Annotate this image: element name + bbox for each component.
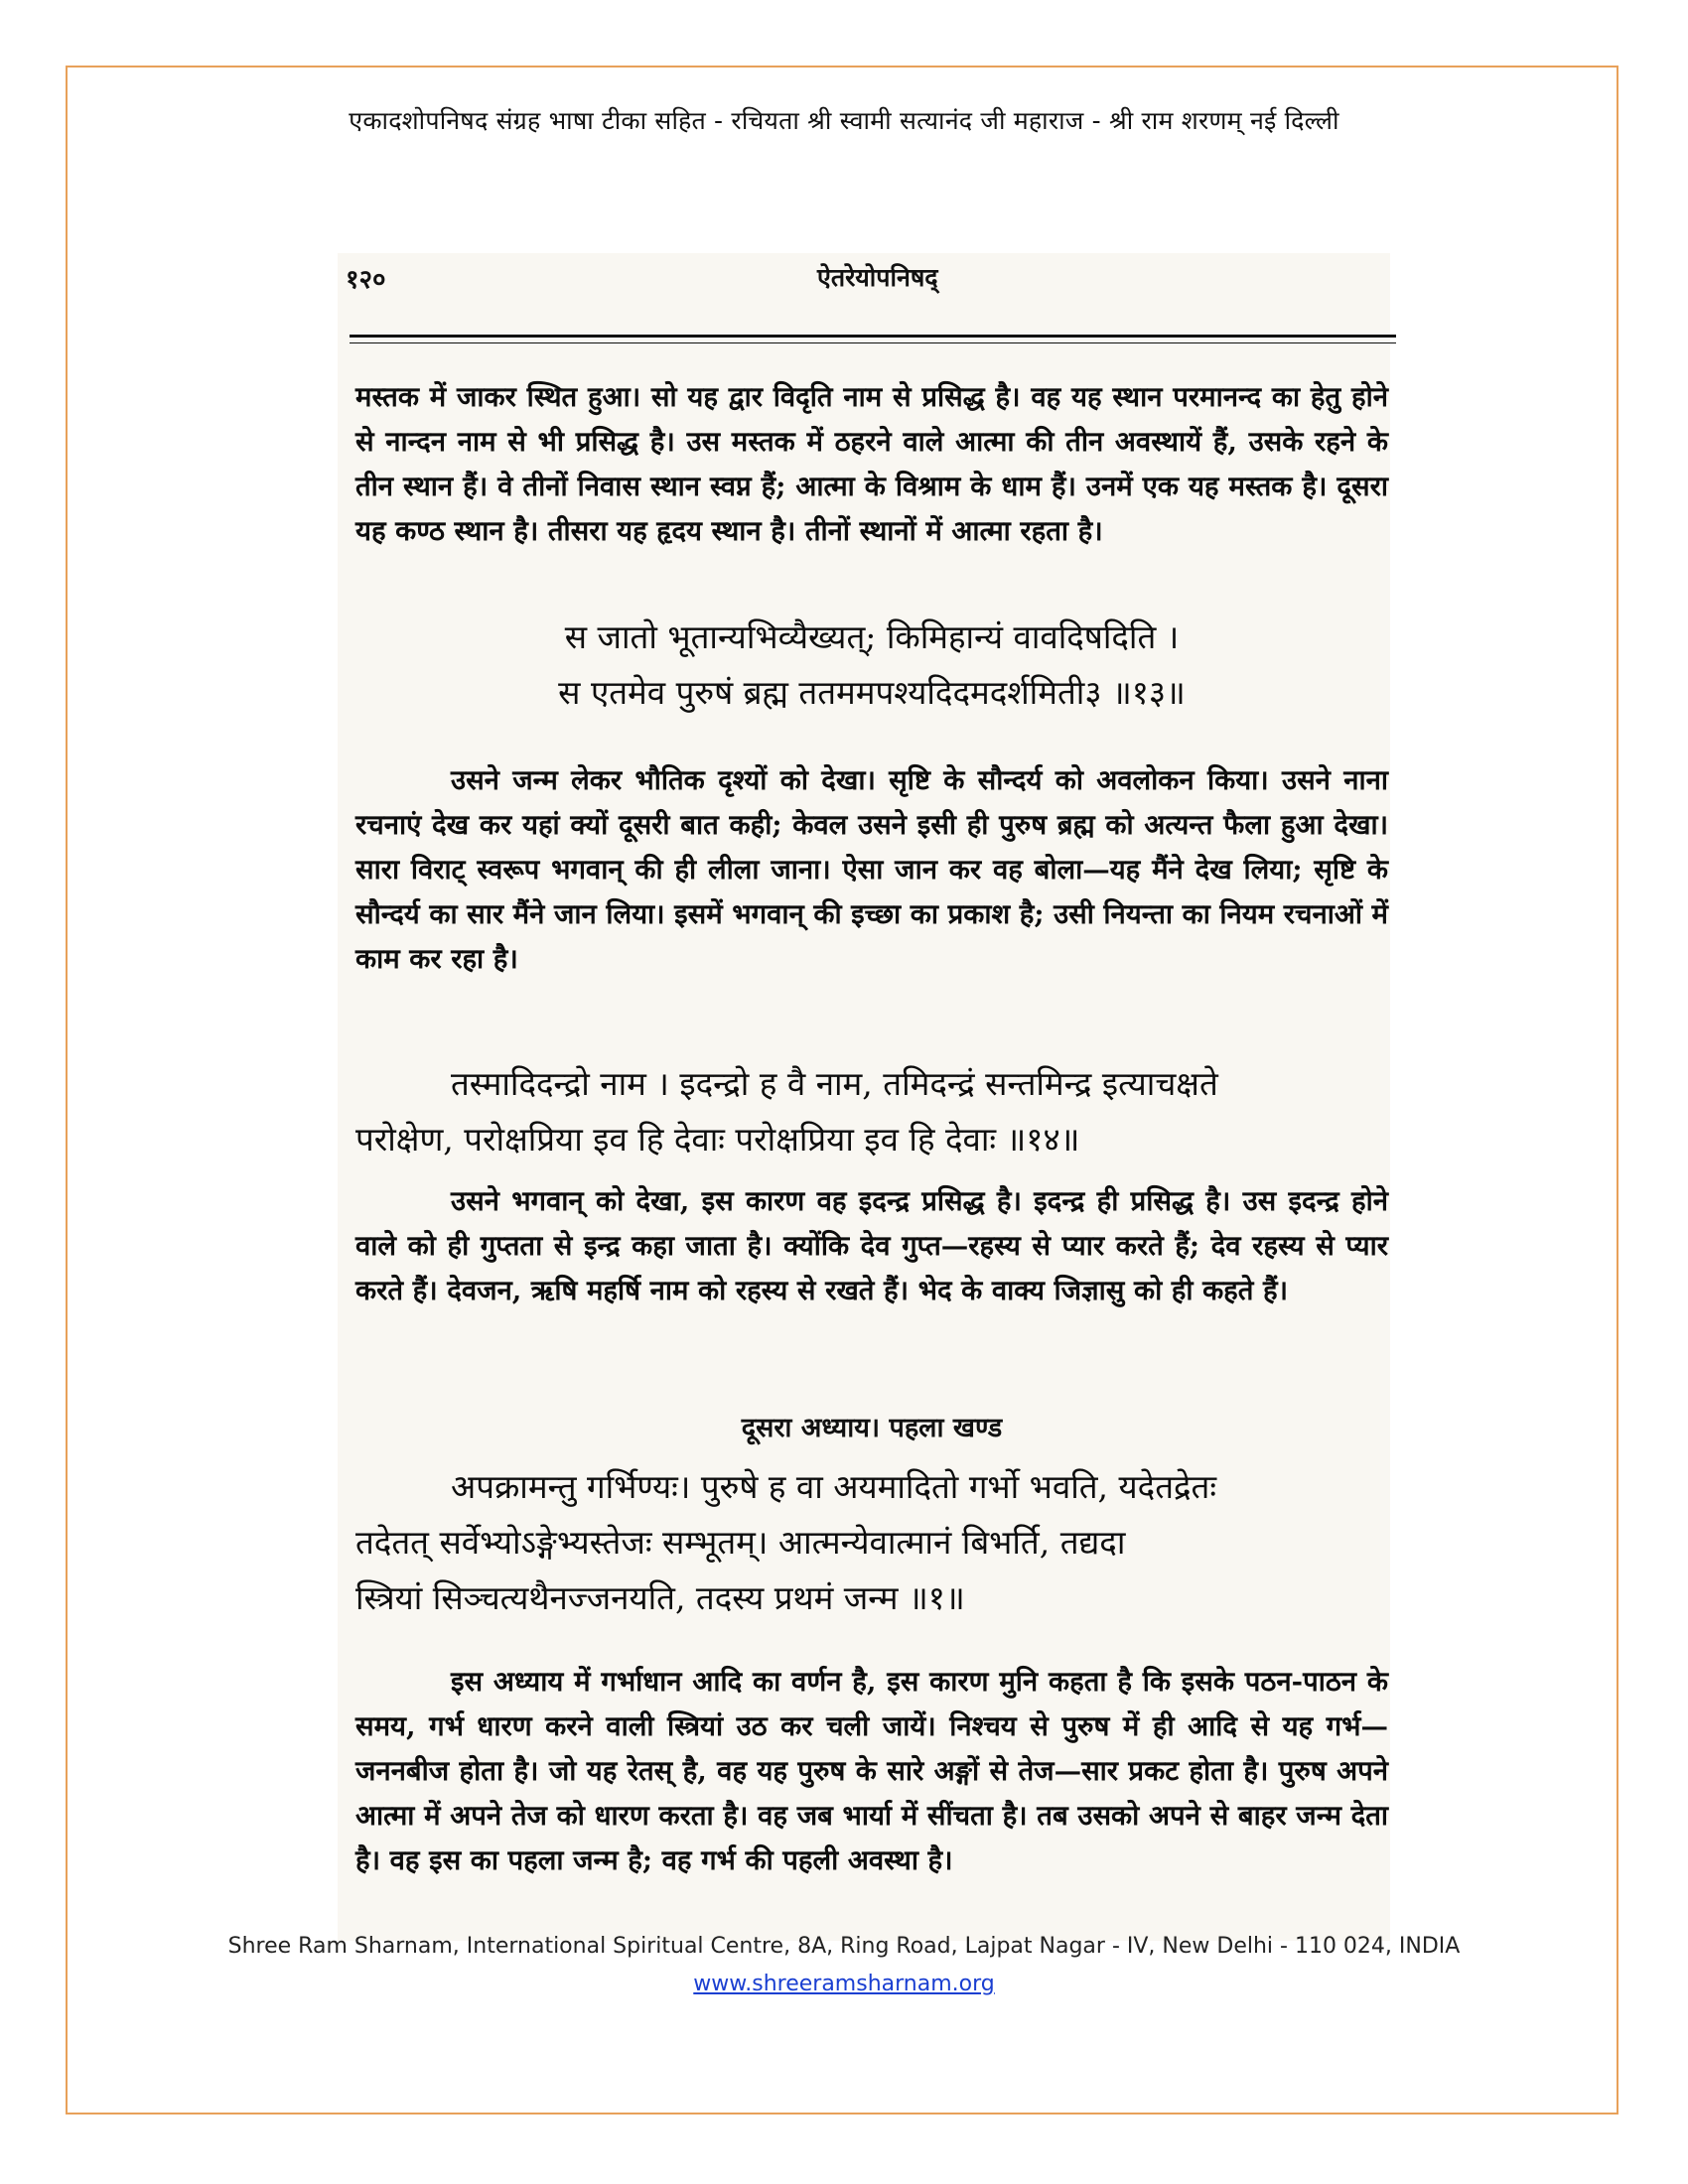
verse-1 [355, 1459, 1388, 1626]
verse-13 [355, 610, 1388, 721]
verse-1-line-2: तदेतत् सर्वेभ्योऽङ्गेभ्यस्तेजः सम्भूतम्। आत्मन्येवात्मानं बिभर्ति, तद्यदा [355, 1523, 1126, 1562]
paragraph-4: इस अध्याय में गर्भाधान आदि का वर्णन है, इस कारण मुनि कहता है कि इसके पठन-पाठन के समय, गर्भ धारण करने वाली स्त्रियां उठ कर चली जायें। निश्चय से पुरुष में ही आदि से यह गर्भ—जननबीज होता है। जो यह रेतस् है, वह यह पुरुष के सारे अङ्गों से तेज—सार प्रकट होता है। पुरुष अपने आत्मा में अपने तेज को धारण करता है। वह जब भार्या में सींचता है। तब उसको अपने से बाहर जन्म देता है। वह इस का पहला जन्म है; वह गर्भ की पहली अवस्था है। [355, 1666, 1388, 1876]
website-link[interactable]: www.shreeramsharnam.org [693, 1972, 995, 1996]
verse-14 [355, 1056, 1388, 1167]
verse-14-line-2: परोक्षेण, परोक्षप्रिया इव हि देवाः परोक्षप्रिया इव हि देवाः ॥१४॥ [355, 1120, 1080, 1159]
verse-13-line-2: स एतमेव पुरुषं ब्रह्म ततममपश्यदिदमदर्शमिती३ ॥१३॥ [558, 673, 1186, 712]
footer-address: Shree Ram Sharnam, International Spiritual Centre, 8A, Ring Road, Lajpat Nagar - IV, New Delhi - 110 024, INDIA [227, 1934, 1461, 1959]
paragraph-1: मस्तक में जाकर स्थित हुआ। सो यह द्वार विदृति नाम से प्रसिद्ध है। वह यह स्थान परमानन्द का हेतु होने से नान्दन नाम से भी प्रसिद्ध है। उस मस्तक में ठहरने वाले आत्मा की तीन अवस्थायें हैं, उसके रहने के तीन स्थान हैं। वे तीनों निवास स्थान स्वप्न हैं; आत्मा के विश्राम के धाम हैं। उनमें एक यह मस्तक है। दूसरा यह कण्ठ स्थान है। तीसरा यह हृदय स्थान है। तीनों स्थानों में आत्मा रहता है। [355, 381, 1388, 547]
verse-14-line-1: तस्मादिदन्द्रो नाम । इदन्द्रो ह वै नाम, तमिदन्द्रं सन्तमिन्द्र इत्याचक्षते [451, 1064, 1218, 1103]
running-head [346, 260, 1398, 300]
verse-13-line-1: स जातो भूतान्यभिव्यैख्यत्; किमिहान्यं वावदिषदिति । [564, 617, 1180, 656]
paragraph-2: उसने जन्म लेकर भौतिक दृश्यों को देखा। सृष्टि के सौन्दर्य को अवलोकन किया। उसने नाना रचनाएं देख कर यहां क्यों दूसरी बात कही; केवल उसने इसी ही पुरुष ब्रह्म को अत्यन्त फैला हुआ देखा। सारा विराट् स्वरूप भगवान् की ही लीला जाना। ऐसा जान कर वह बोला—यह मैंने देख लिया; सृष्टि के सौन्दर्य का सार मैंने जान लिया। इसमें भगवान् की इच्छा का प्रकाश है; उसी नियन्ता का नियम रचनाओं में काम कर रहा है। [355, 764, 1388, 975]
footer-website [99, 1972, 1589, 1996]
page-number: १२० [346, 265, 386, 295]
verse-1-line-1: अपक्रामन्तु गर्भिण्यः। पुरुषे ह वा अयमादितो गर्भो भवति, यदेतद्रेतः [451, 1467, 1217, 1506]
chapter-heading: दूसरा अध्याय। पहला खण्ड [741, 1413, 1003, 1443]
document-header: एकादशोपनिषद संग्रह भाषा टीका सहित - रचियता श्री स्वामी सत्यानंद जी महाराज - श्री राम शरणम् नई दिल्ली [349, 106, 1339, 135]
verse-1-line-3: स्त्रियां सिञ्चत्यथैनज्जनयति, तदस्य प्रथमं जन्म ॥१॥ [355, 1578, 965, 1617]
paragraph-3: उसने भगवान् को देखा, इस कारण वह इदन्द्र प्रसिद्ध है। इदन्द्र ही प्रसिद्ध है। उस इदन्द्र होने वाले को ही गुप्तता से इन्द्र कहा जाता है। क्योंकि देव गुप्त—रहस्य से प्यार करते हैं; देव रहस्य से प्यार करते हैं। देवजन, ऋषि महर्षि नाम को रहस्य से रखते हैं। भेद के वाक्य जिज्ञासु को ही कहते हैं। [355, 1185, 1388, 1306]
running-title: ऐतरेयोपनिषद् [817, 263, 938, 292]
header-rule-thick [350, 335, 1396, 338]
header-rule-thin [350, 342, 1396, 343]
